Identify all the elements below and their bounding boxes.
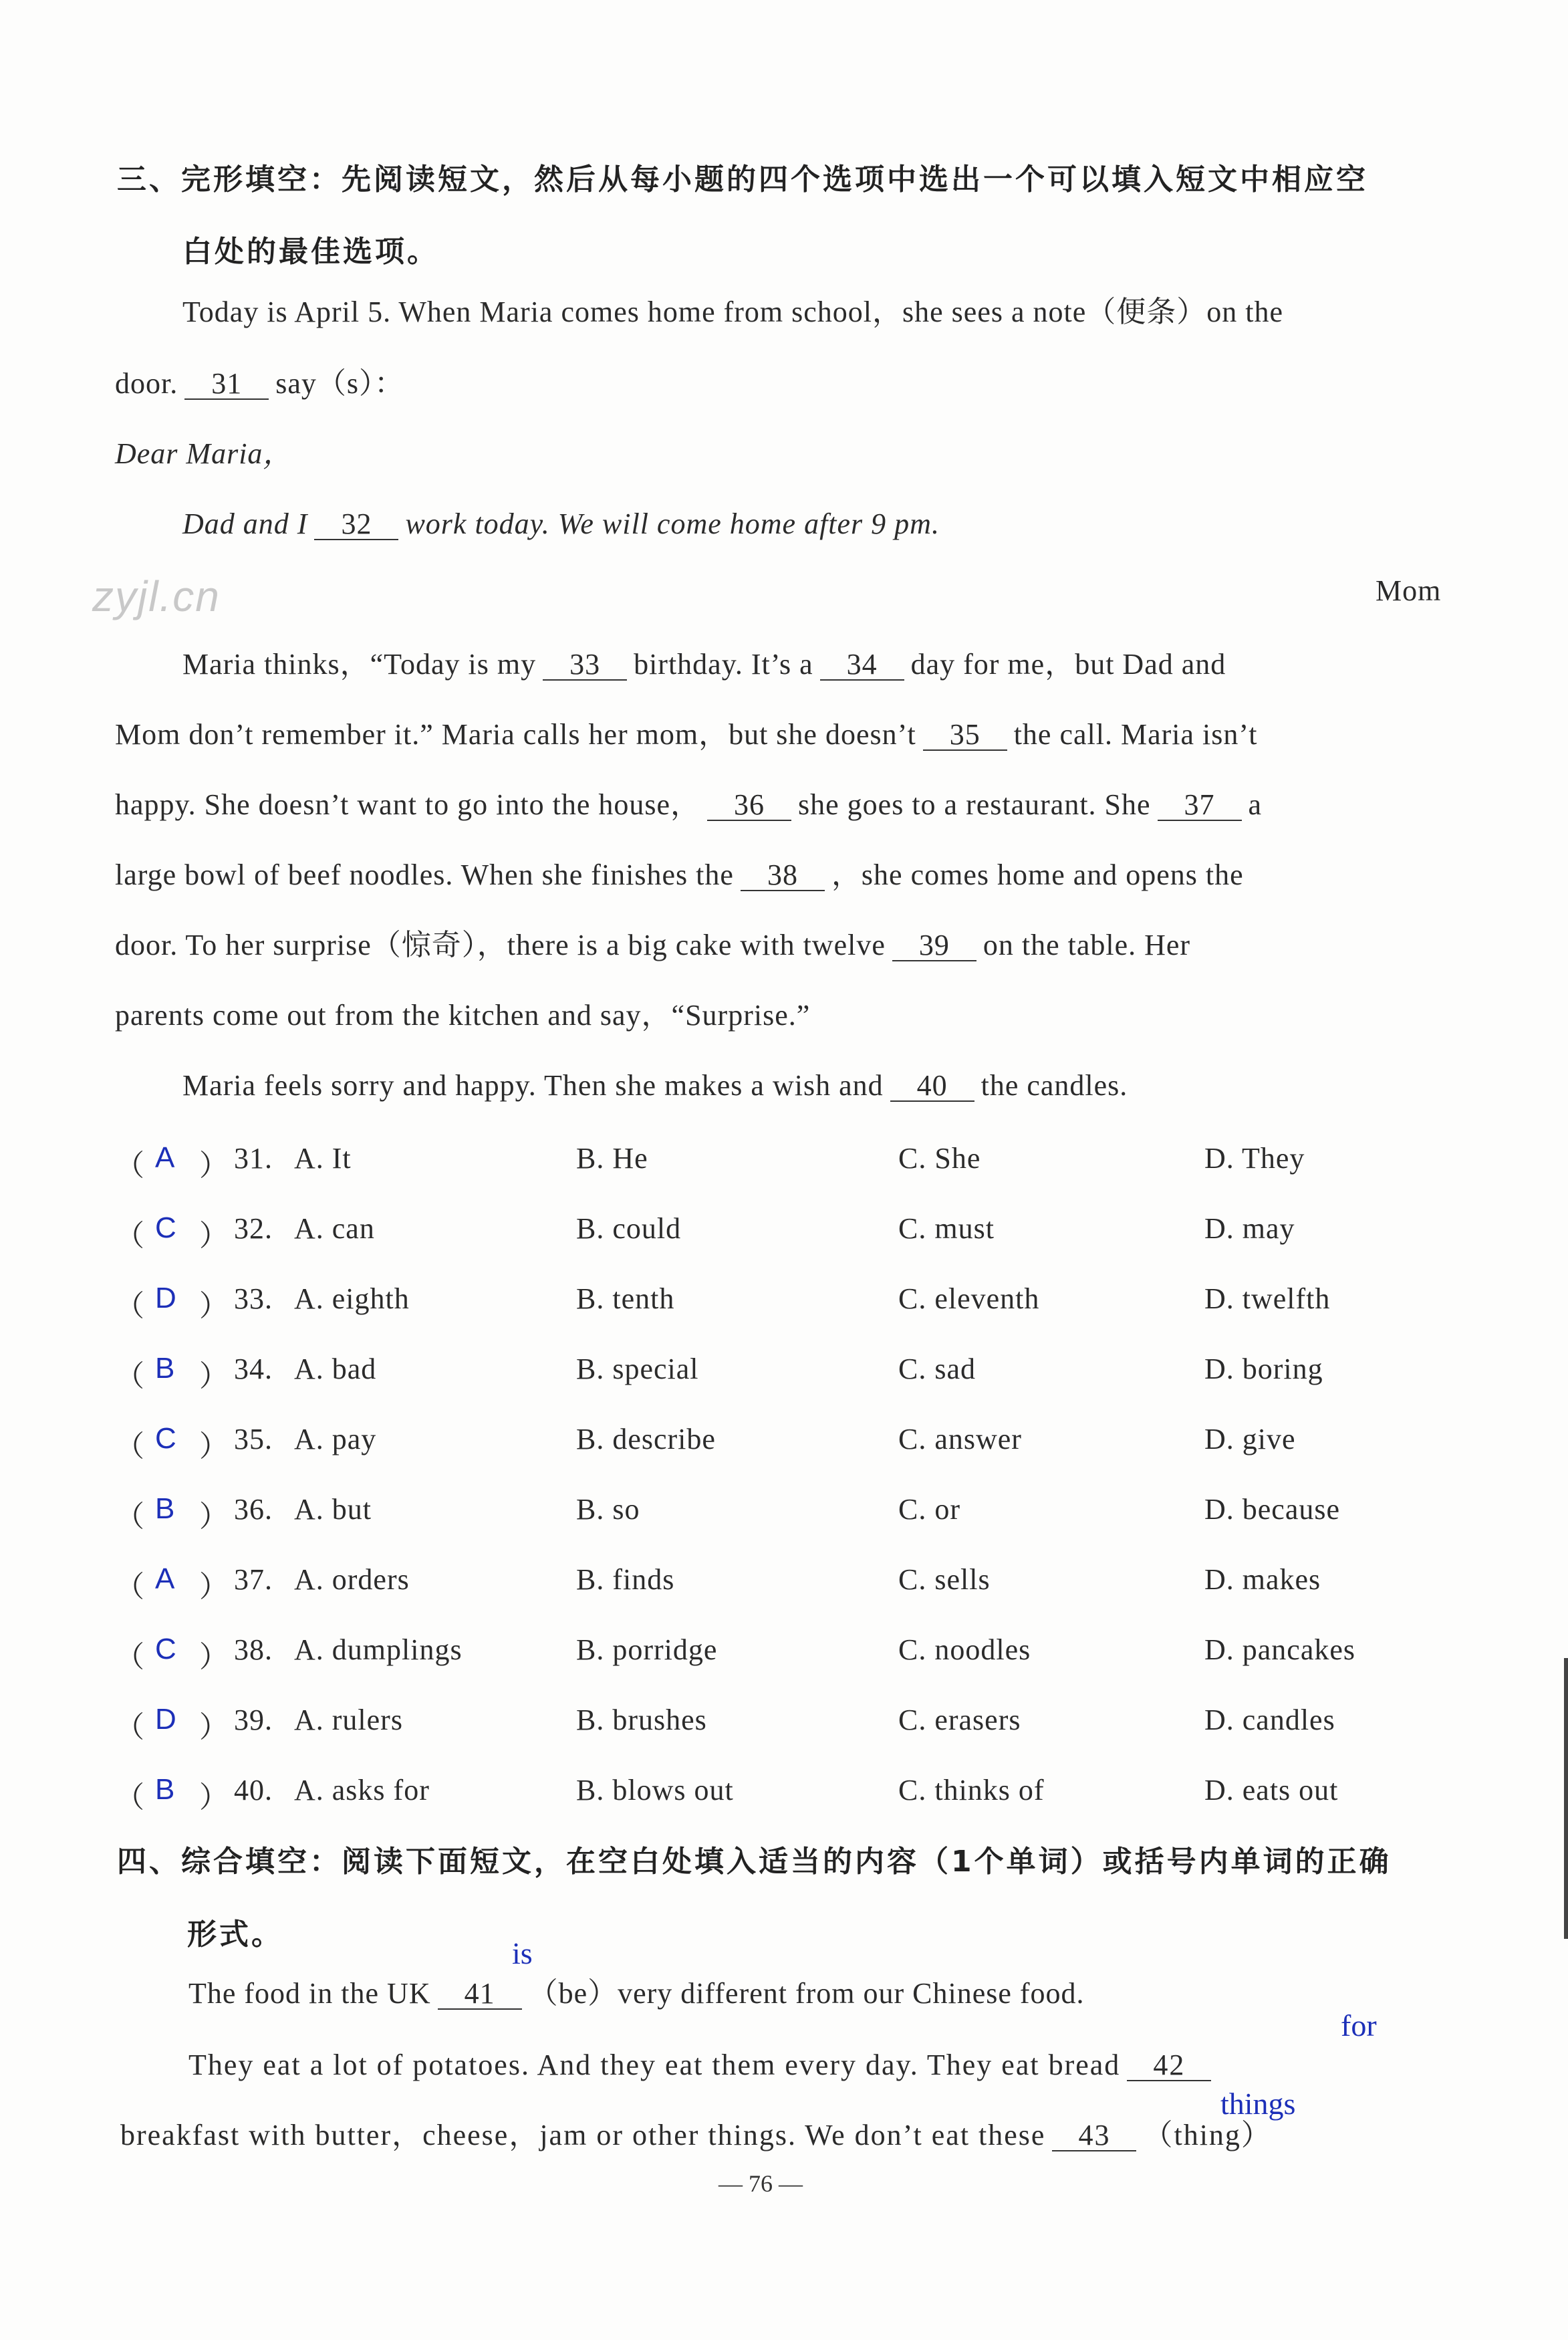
text: Maria feels sorry and happy. Then she makes a wish and bbox=[182, 1069, 884, 1102]
option-a[interactable]: A. rulers bbox=[294, 1704, 403, 1736]
blank-43: 43 bbox=[1052, 2121, 1136, 2151]
passage-line bbox=[115, 369, 404, 400]
section-3-heading-cont: 白处的最佳选项。 bbox=[182, 235, 439, 269]
open-paren: （ bbox=[115, 1500, 145, 1533]
option-c[interactable]: C. sad bbox=[898, 1353, 976, 1385]
option-b[interactable]: B. tenth bbox=[576, 1282, 675, 1315]
option-d[interactable]: D. candles bbox=[1204, 1704, 1335, 1736]
handwritten-answer-42: for bbox=[1341, 2008, 1377, 2042]
option-d[interactable]: D. because bbox=[1204, 1493, 1341, 1526]
open-paren: （ bbox=[115, 1430, 145, 1463]
answer-letter: A bbox=[155, 1562, 175, 1595]
question-number: 33. bbox=[234, 1282, 273, 1315]
question-number: 31. bbox=[234, 1142, 273, 1175]
text: Dad and I bbox=[182, 507, 308, 540]
passage-line bbox=[115, 720, 1257, 751]
open-paren: （ bbox=[115, 1360, 145, 1393]
text: birthday. It’s a bbox=[634, 648, 813, 681]
text: happy. She doesn’t want to go into the house， bbox=[115, 788, 701, 821]
answer-letter: D bbox=[155, 1703, 176, 1736]
option-d[interactable]: D. twelfth bbox=[1204, 1282, 1331, 1315]
option-c[interactable]: C. erasers bbox=[898, 1704, 1021, 1736]
option-a[interactable]: A. asks for bbox=[294, 1774, 430, 1806]
option-d[interactable]: D. pancakes bbox=[1204, 1633, 1356, 1666]
text: （thing） bbox=[1143, 2119, 1272, 2151]
blank-33: 33 bbox=[543, 650, 627, 681]
close-paren: ） bbox=[199, 1781, 229, 1814]
blank-35: 35 bbox=[923, 720, 1007, 751]
text: say（s）： bbox=[275, 367, 405, 400]
answer-letter: C bbox=[155, 1211, 176, 1244]
scan-edge bbox=[1564, 1658, 1568, 1939]
question-number: 39. bbox=[234, 1704, 273, 1736]
section-4-heading: 四、综合填空：阅读下面短文，在空白处填入适当的内容（1个单词）或括号内单词的正确 bbox=[117, 1845, 1392, 1879]
close-paren: ） bbox=[199, 1641, 229, 1673]
text: breakfast with butter，cheese，jam or other things. We don’t eat these bbox=[120, 2119, 1046, 2151]
option-a[interactable]: A. bad bbox=[294, 1353, 377, 1385]
option-a[interactable]: A. can bbox=[294, 1212, 375, 1245]
text: large bowl of beef noodles. When she finishes the bbox=[115, 858, 734, 891]
option-a[interactable]: A. dumplings bbox=[294, 1633, 463, 1666]
blank-41: 41 bbox=[438, 1979, 522, 2010]
answer-letter: C bbox=[155, 1633, 176, 1665]
text: a bbox=[1248, 788, 1263, 821]
text: Mom don’t remember it.” Maria calls her mom，but she doesn’t bbox=[115, 718, 916, 751]
question-number: 36. bbox=[234, 1493, 273, 1526]
option-c[interactable]: C. or bbox=[898, 1493, 960, 1526]
text: ，she comes home and opens the bbox=[831, 858, 1244, 891]
option-a[interactable]: A. It bbox=[294, 1142, 352, 1175]
option-b[interactable]: B. porridge bbox=[576, 1633, 718, 1666]
open-paren: （ bbox=[115, 1570, 145, 1603]
text: The food in the UK bbox=[188, 1977, 431, 2010]
open-paren: （ bbox=[115, 1219, 145, 1252]
passage-line bbox=[182, 1071, 1128, 1102]
passage-line bbox=[115, 931, 1190, 961]
option-a[interactable]: A. eighth bbox=[294, 1282, 410, 1315]
section-4-heading-cont: 形式。 bbox=[187, 1917, 283, 1952]
option-c[interactable]: C. noodles bbox=[898, 1633, 1031, 1666]
blank-37: 37 bbox=[1158, 790, 1242, 821]
text: she goes to a restaurant. She bbox=[798, 788, 1151, 821]
option-d[interactable]: D. give bbox=[1204, 1423, 1296, 1455]
open-paren: （ bbox=[115, 1781, 145, 1814]
blank-42: 42 bbox=[1127, 2051, 1211, 2081]
option-d[interactable]: D. may bbox=[1204, 1212, 1295, 1245]
answer-letter: A bbox=[155, 1141, 175, 1174]
close-paren: ） bbox=[199, 1149, 229, 1182]
blank-31: 31 bbox=[184, 369, 269, 400]
note-body bbox=[182, 509, 940, 540]
answer-letter: C bbox=[155, 1422, 176, 1455]
open-paren: （ bbox=[115, 1711, 145, 1744]
option-b[interactable]: B. finds bbox=[576, 1563, 675, 1596]
passage-line bbox=[188, 1979, 1085, 2010]
option-a[interactable]: A. but bbox=[294, 1493, 372, 1526]
note-signature: Mom bbox=[1376, 574, 1442, 607]
option-b[interactable]: B. so bbox=[576, 1493, 640, 1526]
close-paren: ） bbox=[199, 1290, 229, 1322]
option-d[interactable]: D. eats out bbox=[1204, 1774, 1339, 1806]
close-paren: ） bbox=[199, 1430, 229, 1463]
option-c[interactable]: C. thinks of bbox=[898, 1774, 1045, 1806]
option-d[interactable]: D. boring bbox=[1204, 1353, 1323, 1385]
option-a[interactable]: A. orders bbox=[294, 1563, 410, 1596]
option-d[interactable]: D. They bbox=[1204, 1142, 1305, 1175]
text: door. To her surprise（惊奇），there is a big cake with twelve bbox=[115, 929, 886, 961]
answer-letter: B bbox=[155, 1352, 175, 1385]
close-paren: ） bbox=[199, 1570, 229, 1603]
question-number: 38. bbox=[234, 1633, 273, 1666]
option-c[interactable]: C. She bbox=[898, 1142, 981, 1175]
blank-36: 36 bbox=[707, 790, 791, 821]
answer-letter: D bbox=[155, 1282, 176, 1314]
handwritten-answer-41: is bbox=[512, 1936, 533, 1970]
text: the call. Maria isn’t bbox=[1013, 718, 1258, 751]
handwritten-answer-43: things bbox=[1220, 2087, 1296, 2121]
answer-letter: B bbox=[155, 1492, 175, 1525]
question-number: 32. bbox=[234, 1212, 273, 1245]
option-c[interactable]: C. sells bbox=[898, 1563, 991, 1596]
option-b[interactable]: B. brushes bbox=[576, 1704, 707, 1736]
text: Maria thinks，“Today is my bbox=[182, 648, 537, 681]
open-paren: （ bbox=[115, 1641, 145, 1673]
close-paren: ） bbox=[199, 1360, 229, 1393]
blank-40: 40 bbox=[890, 1071, 974, 1102]
question-number: 34. bbox=[234, 1353, 273, 1385]
answer-letter: B bbox=[155, 1773, 175, 1806]
text: on the table. Her bbox=[983, 929, 1191, 961]
note-greeting: Dear Maria， bbox=[115, 437, 293, 470]
option-c[interactable]: C. answer bbox=[898, 1423, 1022, 1455]
blank-38: 38 bbox=[741, 860, 825, 891]
blank-34: 34 bbox=[820, 650, 904, 681]
open-paren: （ bbox=[115, 1290, 145, 1322]
option-b[interactable]: B. He bbox=[576, 1142, 648, 1175]
option-b[interactable]: B. describe bbox=[576, 1423, 716, 1455]
blank-32: 32 bbox=[314, 509, 398, 540]
passage-line bbox=[115, 860, 1244, 891]
passage-line: Today is April 5. When Maria comes home from school，she sees a note（便条）on the bbox=[182, 296, 1284, 328]
option-c[interactable]: C. eleventh bbox=[898, 1282, 1040, 1315]
passage-line: parents come out from the kitchen and say，“Surprise.” bbox=[115, 999, 811, 1032]
close-paren: ） bbox=[199, 1711, 229, 1744]
watermark-logo: zyjl.cn bbox=[92, 572, 221, 620]
question-number: 37. bbox=[234, 1563, 273, 1596]
option-b[interactable]: B. could bbox=[576, 1212, 682, 1245]
text: （be）very different from our Chinese food. bbox=[528, 1977, 1085, 2010]
section-3-heading: 三、完形填空：先阅读短文，然后从每小题的四个选项中选出一个可以填入短文中相应空 bbox=[117, 162, 1368, 197]
option-a[interactable]: A. pay bbox=[294, 1423, 377, 1455]
passage-line bbox=[182, 650, 1226, 681]
text: They eat a lot of potatoes. And they eat them every day. They eat bread bbox=[188, 2049, 1121, 2081]
text: the candles. bbox=[981, 1069, 1128, 1102]
passage-line bbox=[120, 2121, 1272, 2151]
page-number: — 76 — bbox=[718, 2170, 803, 2197]
blank-39: 39 bbox=[892, 931, 976, 961]
option-b[interactable]: B. blows out bbox=[576, 1774, 734, 1806]
question-number: 35. bbox=[234, 1423, 273, 1455]
close-paren: ） bbox=[199, 1500, 229, 1533]
close-paren: ） bbox=[199, 1219, 229, 1252]
open-paren: （ bbox=[115, 1149, 145, 1182]
passage-line bbox=[115, 790, 1262, 821]
question-number: 40. bbox=[234, 1774, 273, 1806]
text: day for me，but Dad and bbox=[910, 648, 1226, 681]
text: door. bbox=[115, 367, 178, 400]
text: work today. We will come home after 9 pm. bbox=[405, 507, 940, 540]
option-d[interactable]: D. makes bbox=[1204, 1563, 1321, 1596]
passage-line bbox=[188, 2051, 1218, 2081]
option-b[interactable]: B. special bbox=[576, 1353, 699, 1385]
option-c[interactable]: C. must bbox=[898, 1212, 995, 1245]
